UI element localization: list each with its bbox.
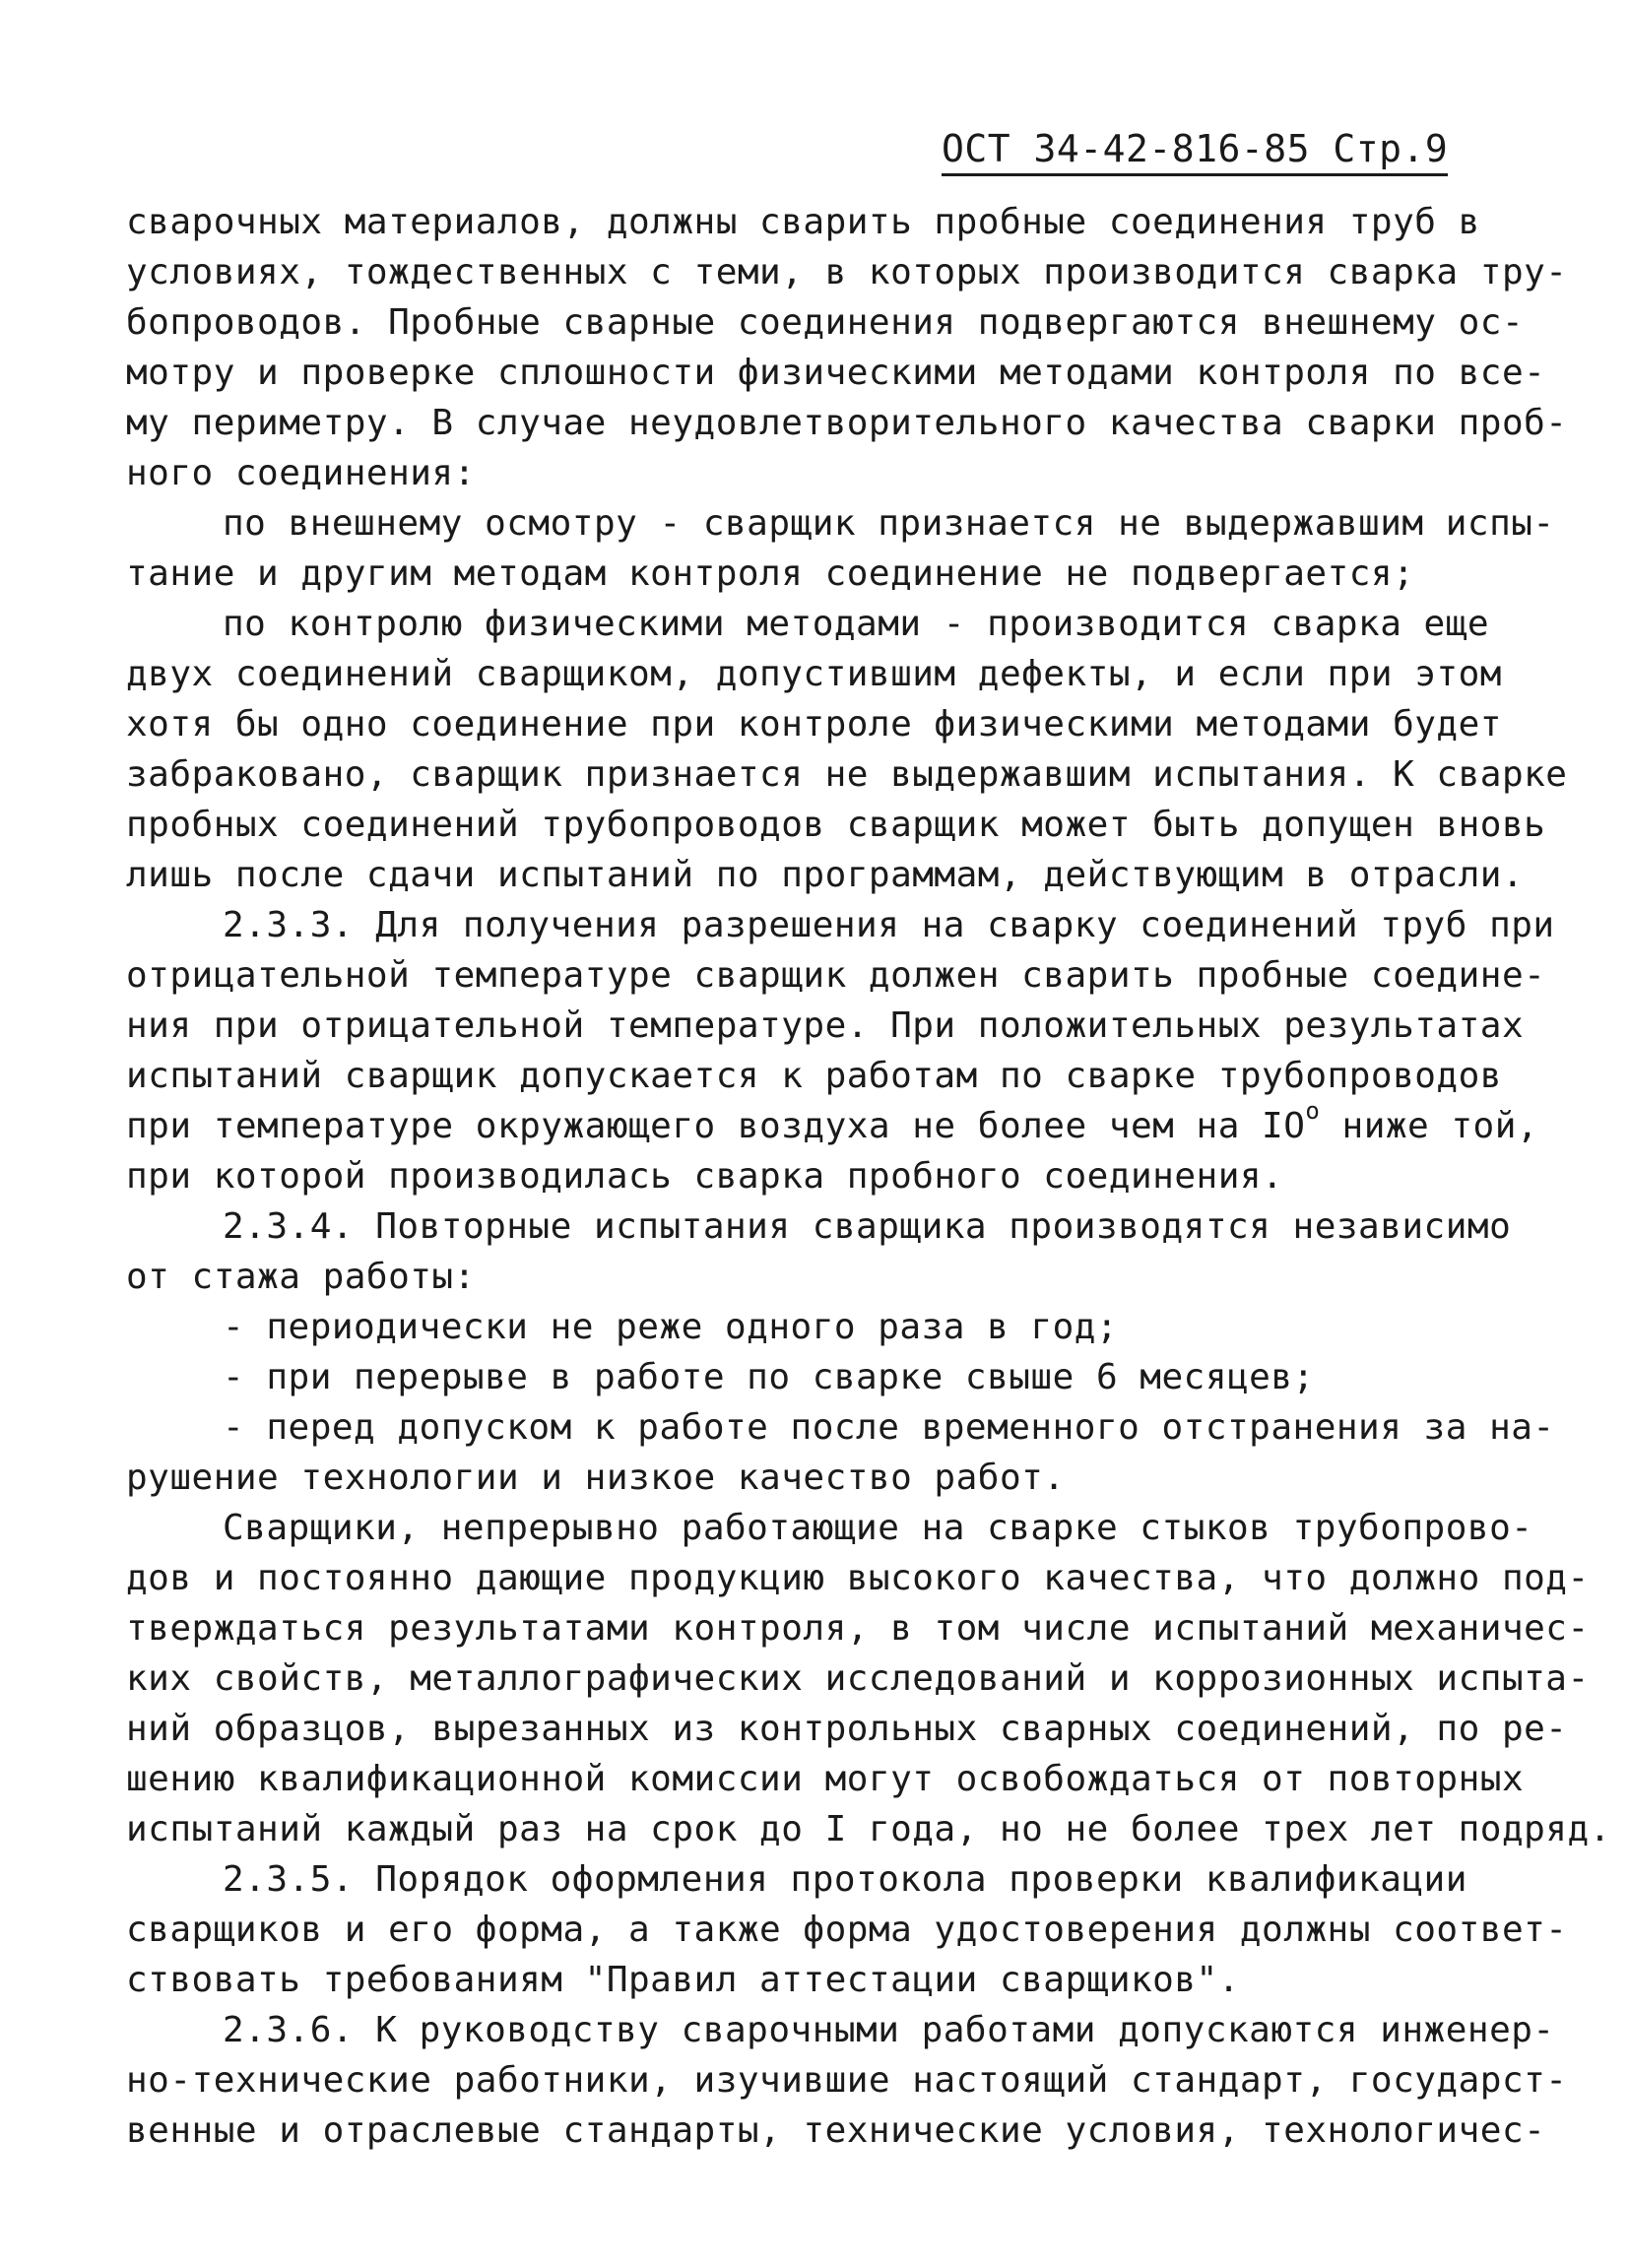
text-line [126, 1051, 1525, 1101]
text-line-content: бопроводов. Пробные сварные соединения подвергаются внешнему ос- [126, 302, 1525, 343]
text-line [126, 2106, 1546, 2156]
text-line [126, 1704, 1568, 1754]
text-line [126, 2055, 1568, 2106]
text-line-content: ний образцов, вырезанных из контрольных сварных соединений, по ре- [126, 1709, 1568, 1749]
text-line-content: - перед допуском к работе после временного отстранения за на- [223, 1407, 1555, 1448]
text-line-content: отрицательной температуре сварщик должен сварить пробные соедине- [126, 955, 1546, 996]
text-line-content: венные и отраслевые стандарты, технические условия, технологичес- [126, 2110, 1546, 2151]
text-line [126, 900, 1555, 950]
text-line [126, 1955, 1525, 2005]
text-line [126, 950, 1546, 1001]
text-line-content: сварочных материалов, должны сварить пробные соединения труб в [126, 202, 1480, 242]
text-line [126, 1854, 1525, 1905]
text-line [126, 1603, 1590, 1653]
text-line [126, 649, 1525, 699]
text-line [126, 850, 1525, 900]
text-line-content: ствовать требованиям "Правил аттестации сварщиков". [126, 1960, 1240, 2000]
text-line-content: испытаний сварщик допускается к работам по сварке трубопроводов [126, 1056, 1502, 1096]
text-line [126, 1905, 1568, 1955]
text-line-content: 2.3.6. К руководству сварочными работами допускаются инженер- [223, 2010, 1555, 2050]
text-line-content: сварщиков и его форма, а также форма удостоверения должны соответ- [126, 1910, 1568, 1950]
text-line [126, 1503, 1533, 1553]
text-line-content: 2.3.4. Повторные испытания сварщика производятся независимо [223, 1206, 1512, 1247]
document-reference-header: ОСТ 34-42-816-85 Стр.9 [942, 126, 1448, 176]
text-line [126, 1252, 1525, 1302]
text-line-content: хотя бы одно соединение при контроле физическими методами будет [126, 704, 1502, 745]
text-line [126, 1097, 1539, 1151]
text-line-content: забраковано, сварщик признается не выдержавшим испытания. К сварке [126, 754, 1568, 795]
text-line [126, 1653, 1590, 1704]
text-line [126, 1352, 1525, 1402]
text-line [126, 197, 1525, 247]
text-line [126, 1804, 1611, 1854]
text-line [126, 247, 1568, 297]
text-line [126, 398, 1568, 448]
text-line [126, 1754, 1525, 1804]
text-line [126, 348, 1546, 398]
text-line-content: тверждаться результатами контроля, в том числе испытаний механичес- [126, 1608, 1590, 1649]
text-line [126, 297, 1525, 348]
text-line [126, 599, 1525, 649]
text-line-content: при которой производилась сварка пробного соединения. [126, 1156, 1284, 1197]
degree-superscript: о [1305, 1097, 1321, 1125]
text-line-content: 2.3.3. Для получения разрешения на сварку соединений труб при [223, 905, 1555, 945]
text-line-content: - периодически не реже одного раза в год; [223, 1307, 1119, 1347]
text-line [126, 498, 1555, 549]
text-line [126, 1553, 1590, 1603]
text-line-content: пробных соединений трубопроводов сварщик может быть допущен вновь [126, 805, 1546, 845]
text-line-content: от стажа работы: [126, 1257, 476, 1297]
text-line-content: при температуре окружающего воздуха не более чем на IO [126, 1106, 1306, 1146]
text-line-content: по внешнему осмотру - сварщик признается не выдержавшим испы- [223, 503, 1555, 544]
text-line-content: испытаний каждый раз на срок до I года, но не более трех лет подряд. [126, 1809, 1611, 1849]
text-line-content: ния при отрицательной температуре. При положительных результатах [126, 1005, 1525, 1046]
text-line-content: но-технические работники, изучившие настоящий стандарт, государст- [126, 2060, 1568, 2101]
text-line-content: лишь после сдачи испытаний по программам, действующим в отрасли. [126, 855, 1525, 895]
text-line-content: мотру и проверке сплошности физическими методами контроля по все- [126, 353, 1546, 393]
text-line [126, 1453, 1525, 1503]
text-line-content: рушение технологии и низкое качество работ. [126, 1458, 1066, 1498]
text-line-content: - при перерыве в работе по сварке свыше 6 месяцев; [223, 1357, 1315, 1397]
text-line-content: 2.3.5. Порядок оформления протокола проверки квалификации [223, 1859, 1467, 1900]
text-line-content: му периметру. В случае неудовлетворительного качества сварки проб- [126, 403, 1568, 443]
text-line [126, 1302, 1525, 1352]
text-line-content: шению квалификационной комиссии могут освобождаться от повторных [126, 1759, 1525, 1799]
text-line [126, 2005, 1555, 2055]
text-line [126, 1151, 1525, 1201]
document-body-text [126, 197, 1611, 2156]
text-line [126, 749, 1568, 800]
text-line-continuation: ниже той, [1320, 1106, 1539, 1146]
text-line-content: дов и постоянно дающие продукцию высокого качества, что должно под- [126, 1558, 1590, 1598]
text-line [126, 549, 1525, 599]
text-line [126, 1001, 1525, 1051]
text-line [126, 448, 1525, 498]
text-line-content: по контролю физическими методами - производится сварка еще [223, 604, 1490, 644]
text-line-content: Сварщики, непрерывно работающие на сварке стыков трубопрово- [223, 1508, 1533, 1548]
text-line [126, 1402, 1555, 1453]
text-line-content: тание и другим методам контроля соединение не подвергается; [126, 553, 1415, 594]
text-line [126, 800, 1546, 850]
text-line-content: ного соединения: [126, 453, 476, 493]
text-line-content: двух соединений сварщиком, допустившим дефекты, и если при этом [126, 654, 1502, 694]
text-line [126, 699, 1525, 749]
text-line-content: ких свойств, металлографических исследований и коррозионных испыта- [126, 1658, 1590, 1699]
text-line-content: условиях, тождественных с теми, в которых производится сварка тру- [126, 252, 1568, 292]
text-line [126, 1201, 1525, 1252]
